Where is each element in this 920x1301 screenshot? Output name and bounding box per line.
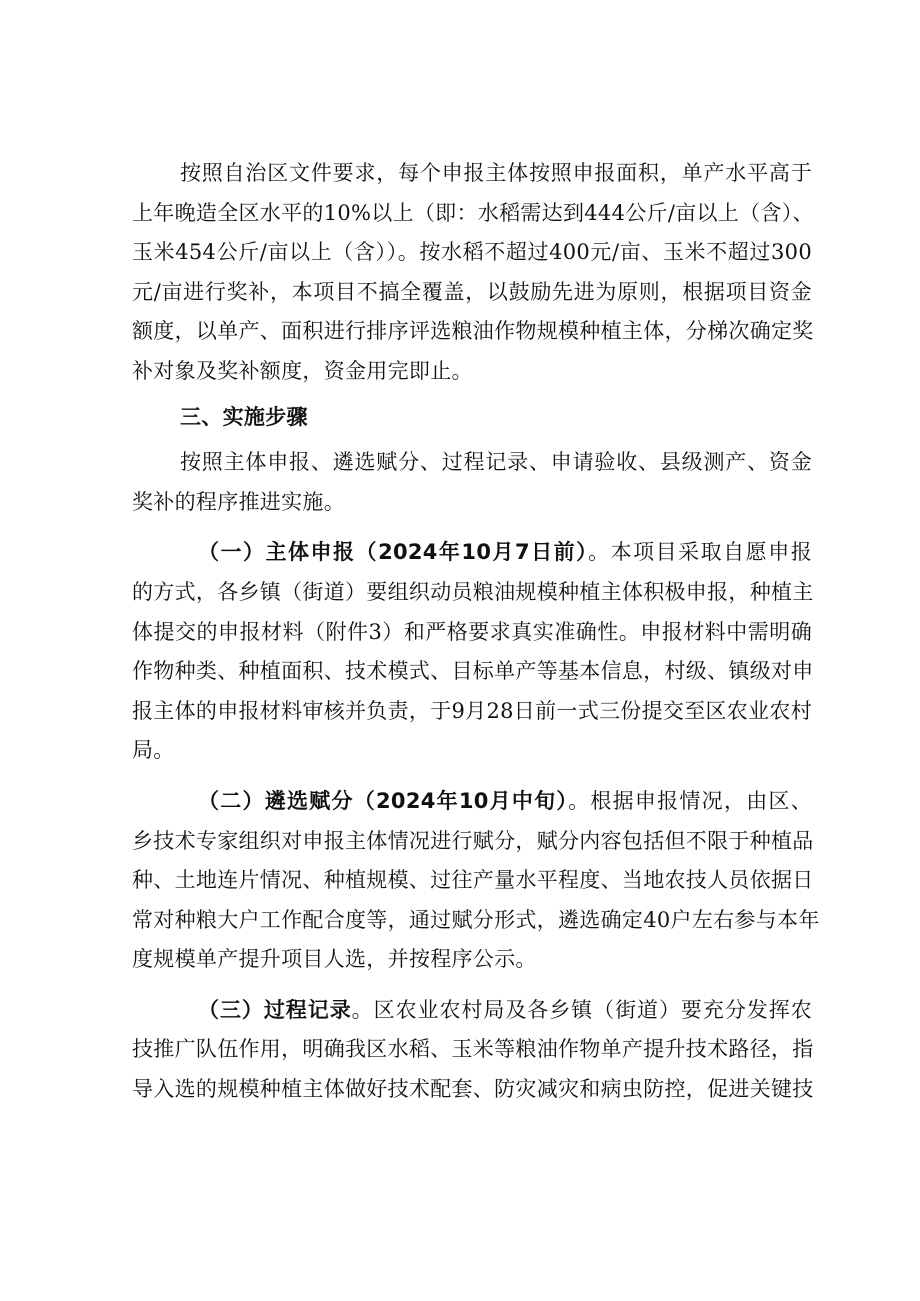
paragraph-line: 度规模单产提升项目人选，并按程序公示。	[132, 947, 537, 972]
paragraph-line: 按照自治区文件要求，每个申报主体按照申报面积，单产水平高于	[180, 161, 812, 185]
subsection-text: 。区农业农村局及各乡镇（街道）要充分发挥农	[351, 997, 812, 1022]
subsection-first-line	[132, 991, 812, 1031]
paragraph-line: 局。	[132, 738, 175, 763]
subsection-heading: （一）主体申报（2024年10月7日前）	[198, 540, 589, 565]
section-heading: 三、实施步骤	[180, 404, 308, 429]
paragraph-line: 种、土地连片情况、种植规模、过往产量水平程度、当地农技人员依据日	[132, 868, 814, 893]
paragraph-line: 作物种类、种植面积、技术模式、目标单产等基本信息，村级、镇级对申	[132, 659, 814, 684]
subsection-first-line	[132, 533, 812, 573]
paragraph-line: 体提交的申报材料（附件3）和严格要求真实准确性。申报材料中需明确	[132, 619, 812, 644]
subsection-first-line	[132, 782, 812, 822]
paragraph-line: 的方式，各乡镇（街道）要组织动员粮油规模种植主体积极申报，种植主	[132, 579, 814, 604]
paragraph-line: 报主体的申报材料审核并负责，于9月28日前一式三份提交至区农业农村	[132, 698, 812, 723]
paragraph-line: 奖补的程序推进实施。	[132, 489, 345, 514]
paragraph-line: 玉米454公斤/亩以上（含））。按水稻不超过400元/亩、玉米不超过300	[132, 240, 812, 265]
paragraph-line: 补对象及奖补额度，资金用完即止。	[132, 358, 473, 383]
paragraph-line: 按照主体申报、遴选赋分、过程记录、申请验收、县级测产、资金	[180, 450, 812, 475]
paragraph-line: 上年晚造全区水平的10%以上（即：水稻需达到444公斤/亩以上（含）、	[132, 200, 814, 225]
paragraph-line: 常对种粮大户工作配合度等，通过赋分形式，遴选确定40户左右参与本年	[132, 907, 820, 932]
subsection-heading: （二）遴选赋分（2024年10月中旬）	[198, 788, 569, 813]
subsection-text: 。本项目采取自愿申报	[588, 540, 812, 565]
subsection-text: 。根据申报情况，由区、	[568, 788, 812, 813]
subsection-heading: （三）过程记录	[198, 997, 352, 1022]
paragraph-line: 元/亩进行奖补，本项目不搞全覆盖，以鼓励先进为原则，根据项目资金	[132, 279, 812, 304]
document-page	[132, 154, 820, 1110]
paragraph-line: 额度，以单产、面积进行排序评选粮油作物规模种植主体，分梯次确定奖	[132, 319, 814, 344]
paragraph-line: 导入选的规模种植主体做好技术配套、防灾减灾和病虫防控，促进关键技	[132, 1077, 814, 1102]
paragraph-line: 乡技术专家组织对申报主体情况进行赋分，赋分内容包括但不限于种植品	[132, 828, 814, 853]
paragraph-line: 技推广队伍作用，明确我区水稻、玉米等粮油作物单产提升技术路径，指	[132, 1037, 814, 1062]
